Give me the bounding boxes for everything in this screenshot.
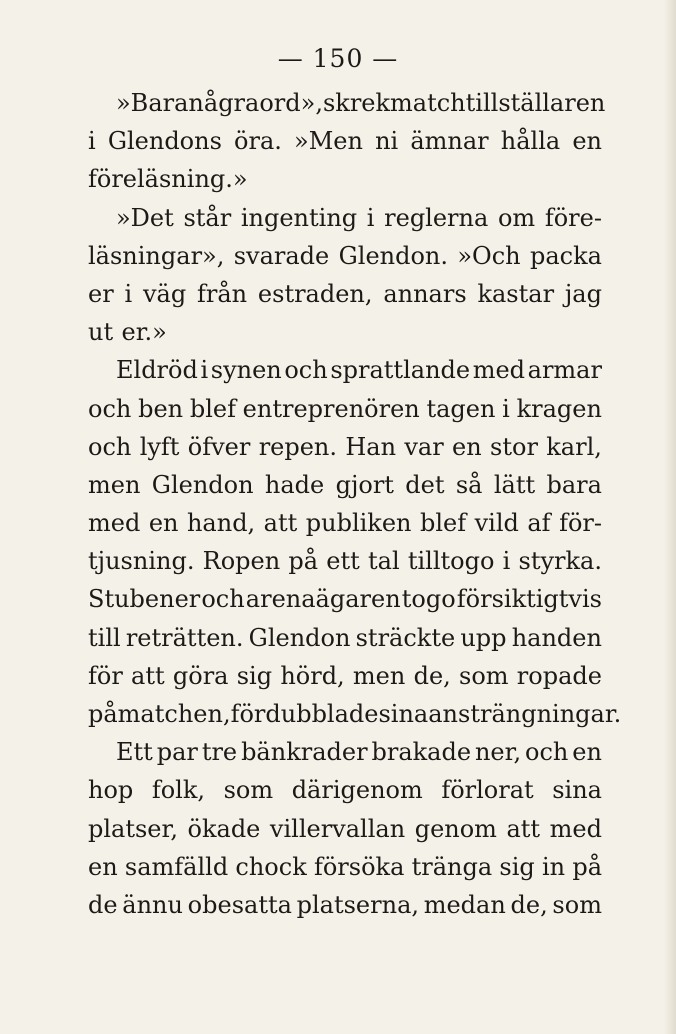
text-line: med en hand, att publiken blef vild af för-: [88, 509, 602, 538]
page-number: — 150 —: [277, 44, 399, 73]
text-line: »Bara några ord», skrek matchtillställaren: [116, 89, 606, 117]
text-line: de ännu obesatta platserna, medan de, som: [88, 890, 602, 919]
text-line: föreläsning.»: [88, 165, 248, 194]
text-line: på matchen, fördubblade sina ansträngningar.: [88, 700, 622, 728]
page-edge-shadow: [664, 0, 676, 1034]
text-line: ut er.»: [88, 318, 167, 347]
text-line: läsningar», svarade Glendon. »Och packa: [88, 241, 602, 270]
text-line: er i väg från estraden, annars kastar jag: [88, 279, 602, 308]
text-line: hop folk, som därigenom förlorat sina: [88, 776, 602, 805]
text-line: »Det står ingenting i reglerna om före-: [116, 203, 602, 232]
text-line: och ben blef entreprenören tagen i kragen: [88, 394, 602, 423]
body-text: [88, 84, 622, 924]
text-line: i Glendons öra. »Men ni ämnar hålla en: [88, 127, 602, 156]
text-line: och lyft öfver repen. Han var en stor karl,: [88, 432, 602, 461]
text-line: platser, ökade villervallan genom att med: [88, 814, 602, 843]
text-line: en samfälld chock försöka tränga sig in på: [88, 852, 602, 881]
text-line: Ett par tre bänkrader brakade ner, och en: [116, 738, 602, 767]
text-line: men Glendon hade gjort det så lätt bara: [88, 470, 602, 499]
text-line: tjusning. Ropen på ett tal tilltogo i styrka.: [88, 547, 602, 576]
text-line: Stubener och arenaägaren togo försiktigtvis: [88, 585, 602, 614]
text-line: för att göra sig hörd, men de, som ropade: [88, 661, 602, 690]
text-line: Eldröd i synen och sprattlande med armar: [116, 356, 602, 385]
text-line: till reträtten. Glendon sträckte upp handen: [88, 623, 602, 652]
